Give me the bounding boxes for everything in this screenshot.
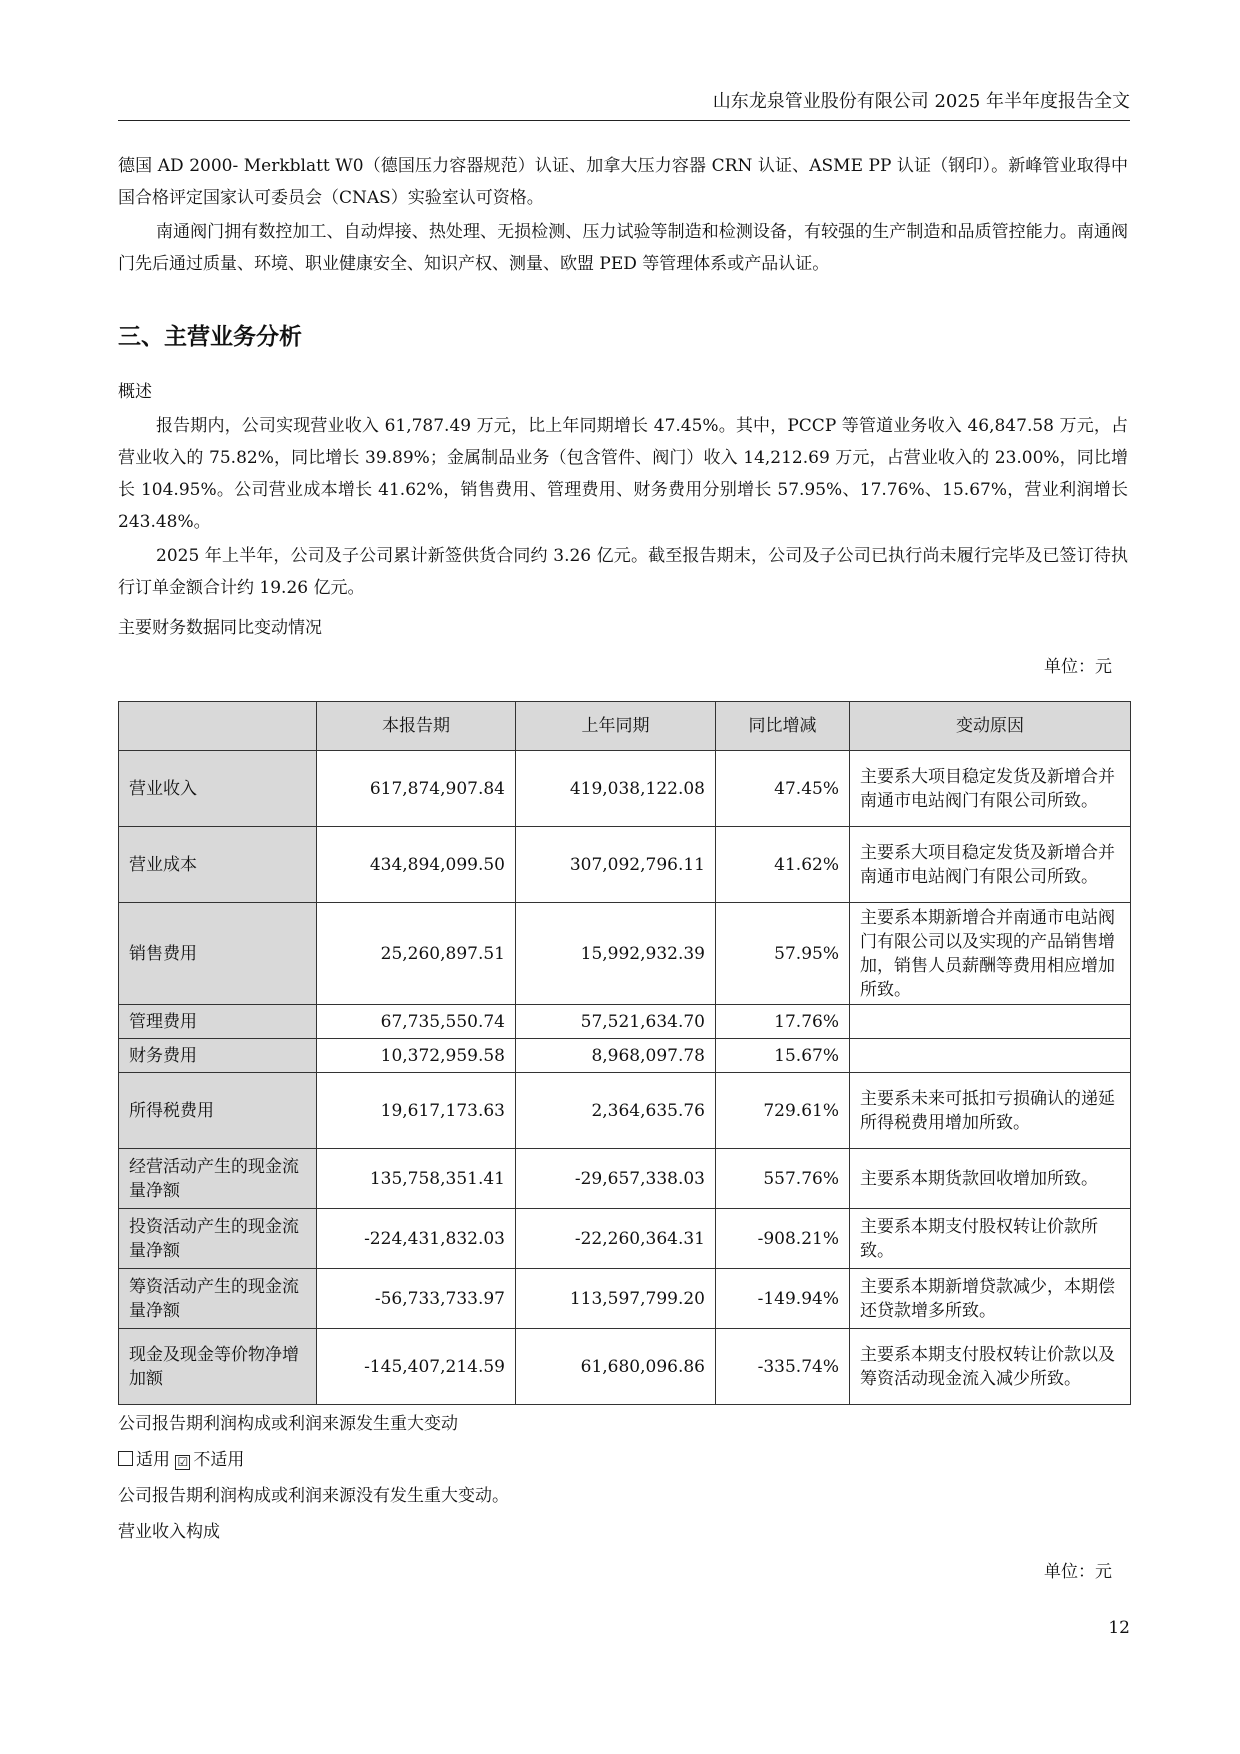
row-label: 销售费用 <box>119 903 317 1005</box>
table-row <box>119 1073 1131 1149</box>
current-period-value: -56,733,733.97 <box>317 1269 516 1329</box>
current-period-value: 10,372,959.58 <box>317 1039 516 1073</box>
table-row <box>119 827 1131 903</box>
yoy-change: -335.74% <box>716 1329 850 1405</box>
row-label: 投资活动产生的现金流量净额 <box>119 1209 317 1269</box>
prior-period-value: 61,680,096.86 <box>516 1329 716 1405</box>
option-not-applicable-label: 不适用 <box>193 1450 245 1470</box>
change-reason: 主要系本期货款回收增加所致。 <box>850 1149 1131 1209</box>
applicability-options <box>118 1444 244 1476</box>
yoy-change: 17.76% <box>716 1005 850 1039</box>
financial-data-table <box>118 701 1131 1405</box>
current-period-value: 135,758,351.41 <box>317 1149 516 1209</box>
table-row <box>119 903 1131 1005</box>
prior-period-value: -22,260,364.31 <box>516 1209 716 1269</box>
change-reason: 主要系本期支付股权转让价款以及筹资活动现金流入减少所致。 <box>850 1329 1131 1405</box>
change-reason: 主要系大项目稳定发货及新增合并南通市电站阀门有限公司所致。 <box>850 827 1131 903</box>
row-label: 经营活动产生的现金流量净额 <box>119 1149 317 1209</box>
current-period-value: -145,407,214.59 <box>317 1329 516 1405</box>
table-title: 主要财务数据同比变动情况 <box>118 618 322 638</box>
row-label: 管理费用 <box>119 1005 317 1039</box>
unit-label: 单位：元 <box>1044 657 1112 677</box>
checkbox-applicable[interactable] <box>118 1451 133 1466</box>
yoy-change: 47.45% <box>716 751 850 827</box>
unit-label-2: 单位：元 <box>1044 1562 1112 1582</box>
prior-period-value: 113,597,799.20 <box>516 1269 716 1329</box>
page-number: 12 <box>1108 1618 1130 1638</box>
yoy-change: 41.62% <box>716 827 850 903</box>
column-header: 变动原因 <box>850 702 1131 751</box>
row-label: 营业成本 <box>119 827 317 903</box>
row-label: 现金及现金等价物净增加额 <box>119 1329 317 1405</box>
paragraph-nantong-valve: 南通阀门拥有数控加工、自动焊接、热处理、无损检测、压力试验等制造和检测设备，有较强的生产制造和品质管控能力。南通阀门先后通过质量、环境、职业健康安全、知识产权、测量、欧盟 PED 等管理体系或产品认证。 <box>118 222 1128 274</box>
current-period-value: 25,260,897.51 <box>317 903 516 1005</box>
table-row <box>119 1329 1131 1405</box>
table-row <box>119 1269 1131 1329</box>
change-reason: 主要系本期支付股权转让价款所致。 <box>850 1209 1131 1269</box>
row-label: 财务费用 <box>119 1039 317 1073</box>
row-label: 筹资活动产生的现金流量净额 <box>119 1269 317 1329</box>
table-row <box>119 1005 1131 1039</box>
change-reason: 主要系本期新增贷款减少，本期偿还贷款增多所致。 <box>850 1269 1131 1329</box>
current-period-value: -224,431,832.03 <box>317 1209 516 1269</box>
change-reason: 主要系未来可抵扣亏损确认的递延所得税费用增加所致。 <box>850 1073 1131 1149</box>
current-period-value: 67,735,550.74 <box>317 1005 516 1039</box>
change-reason: 主要系本期新增合并南通市电站阀门有限公司以及实现的产品销售增加，销售人员薪酬等费用相应增加所致。 <box>850 903 1131 1005</box>
yoy-change: 557.76% <box>716 1149 850 1209</box>
yoy-change: -908.21% <box>716 1209 850 1269</box>
table-row <box>119 1209 1131 1269</box>
prior-period-value: 307,092,796.11 <box>516 827 716 903</box>
row-label: 所得税费用 <box>119 1073 317 1149</box>
prior-period-value: 57,521,634.70 <box>516 1005 716 1039</box>
current-period-value: 617,874,907.84 <box>317 751 516 827</box>
column-header: 本报告期 <box>317 702 516 751</box>
column-header <box>119 702 317 751</box>
row-label: 营业收入 <box>119 751 317 827</box>
yoy-change: 57.95% <box>716 903 850 1005</box>
overview-label: 概述 <box>118 382 152 402</box>
current-period-value: 434,894,099.50 <box>317 827 516 903</box>
yoy-change: 15.67% <box>716 1039 850 1073</box>
change-reason <box>850 1039 1131 1073</box>
no-significant-change-text: 公司报告期利润构成或利润来源没有发生重大变动。 <box>118 1486 509 1506</box>
paragraph-revenue-summary: 报告期内，公司实现营业收入 61,787.49 万元，比上年同期增长 47.45%。其中，PCCP 等管道业务收入 46,847.58 万元，占营业收入的 75.82%，同比增长 39.89%；金属制品业务（包含管件、阀门）收入 14,212.69 万元，占营业收入的 23.00%，同比增长 104.95%。公司营业成本增长 41.62%，销售费用、管理费用、财务费用分别增长 57.95%、17.76%、15.67%，营业利润增长 243.48%。 <box>118 416 1128 532</box>
table-header-row <box>119 702 1131 751</box>
paragraph-certifications: 德国 AD 2000- Merkblatt W0（德国压力容器规范）认证、加拿大压力容器 CRN 认证、ASME PP 认证（钢印）。新峰管业取得中国合格评定国家认可委员会（CNAS）实验室认可资格。 <box>118 156 1128 208</box>
column-header: 上年同期 <box>516 702 716 751</box>
column-header: 同比增减 <box>716 702 850 751</box>
profit-change-question: 公司报告期利润构成或利润来源发生重大变动 <box>118 1414 458 1434</box>
page-header: 山东龙泉管业股份有限公司 2025 年半年度报告全文 <box>118 84 1130 121</box>
section-title: 三、主营业务分析 <box>118 324 302 350</box>
prior-period-value: 15,992,932.39 <box>516 903 716 1005</box>
paragraph-contracts: 2025 年上半年，公司及子公司累计新签供货合同约 3.26 亿元。截至报告期末，公司及子公司已执行尚未履行完毕及已签订待执行订单金额合计约 19.26 亿元。 <box>118 546 1128 598</box>
option-applicable-label: 适用 <box>136 1450 170 1470</box>
checkbox-not-applicable-checked[interactable]: ☑ <box>175 1455 190 1470</box>
table-row <box>119 1039 1131 1073</box>
change-reason: 主要系大项目稳定发货及新增合并南通市电站阀门有限公司所致。 <box>850 751 1131 827</box>
table-row <box>119 751 1131 827</box>
table-row <box>119 1149 1131 1209</box>
yoy-change: 729.61% <box>716 1073 850 1149</box>
yoy-change: -149.94% <box>716 1269 850 1329</box>
prior-period-value: -29,657,338.03 <box>516 1149 716 1209</box>
revenue-composition-label: 营业收入构成 <box>118 1522 220 1542</box>
prior-period-value: 2,364,635.76 <box>516 1073 716 1149</box>
current-period-value: 19,617,173.63 <box>317 1073 516 1149</box>
change-reason <box>850 1005 1131 1039</box>
prior-period-value: 419,038,122.08 <box>516 751 716 827</box>
prior-period-value: 8,968,097.78 <box>516 1039 716 1073</box>
